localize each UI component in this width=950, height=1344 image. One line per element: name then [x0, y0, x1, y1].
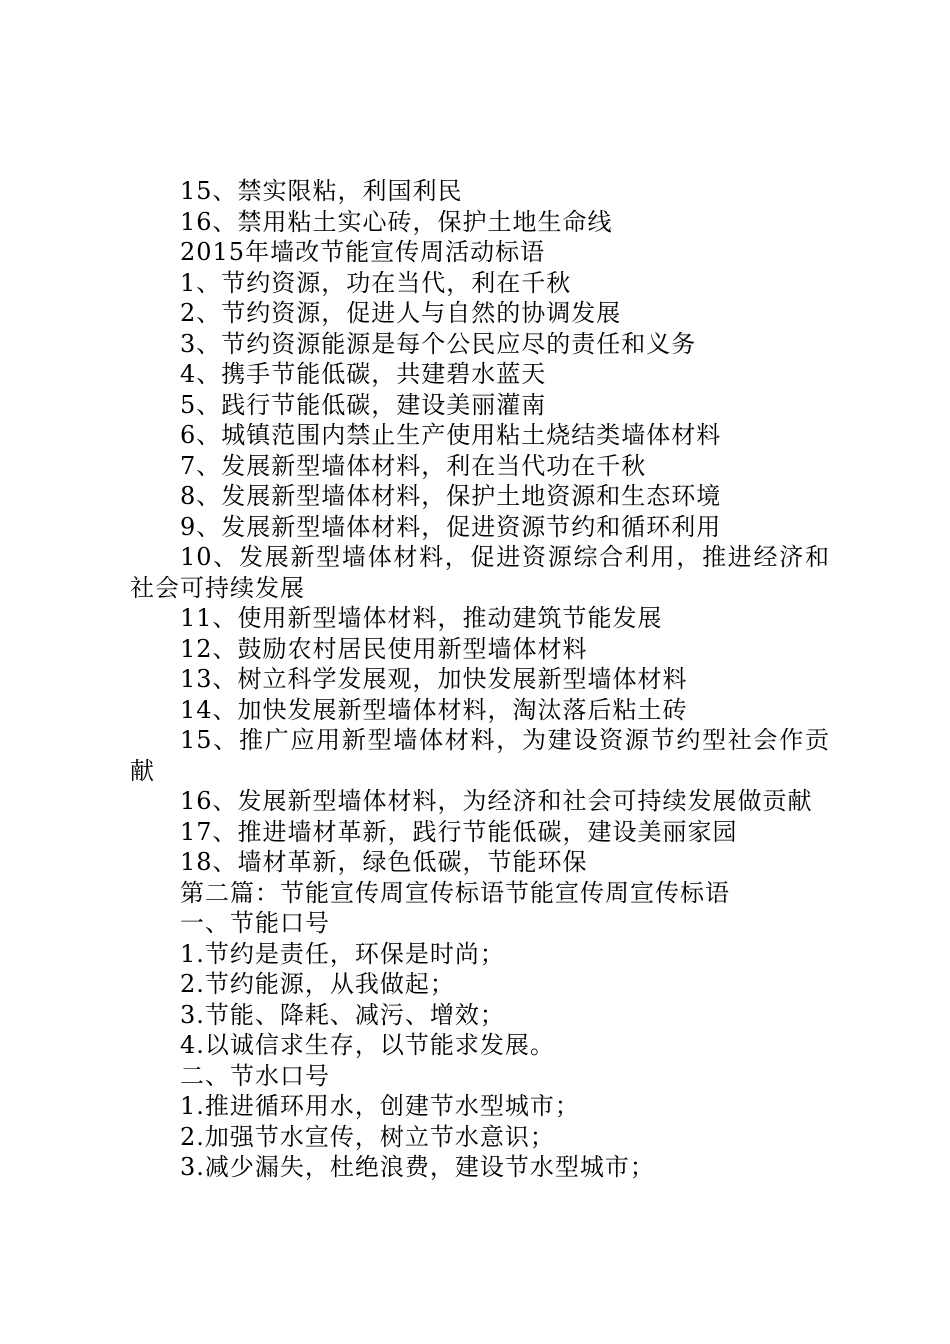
document-line: 2015年墙改节能宣传周活动标语 — [180, 238, 546, 266]
document-line: 16、发展新型墙体材料，为经济和社会可持续发展做贡献 — [180, 787, 813, 815]
document-line: 1.推进循环用水，创建节水型城市； — [180, 1092, 580, 1120]
document-line: 9、发展新型墙体材料，促进资源节约和循环利用 — [180, 512, 722, 541]
document-line: 2.加强节水宣传，树立节水意识； — [180, 1122, 555, 1151]
document-line: 15、禁实限粘，利国利民 — [180, 177, 463, 205]
document-line: 15、推广应用新型墙体材料，为建设资源节约型社会作贡献 — [130, 726, 830, 785]
document-line: 4.以诚信求生存，以节能求发展。 — [180, 1031, 555, 1059]
document-line: 18、墙材革新，绿色低碳，节能环保 — [180, 848, 588, 876]
document-line: 14、加快发展新型墙体材料，淘汰落后粘土砖 — [180, 695, 688, 724]
document-line: 7、发展新型墙体材料，利在当代功在千秋 — [180, 451, 647, 480]
document-line: 二、节水口号 — [180, 1061, 330, 1090]
document-line: 12、鼓励农村居民使用新型墙体材料 — [180, 634, 588, 663]
document-line: 3.节能、降耗、减污、增效； — [180, 1000, 505, 1029]
document-line: 3、节约资源能源是每个公民应尽的责任和义务 — [180, 329, 697, 358]
document-line: 2.节约能源，从我做起； — [180, 970, 455, 998]
document-line: 8、发展新型墙体材料，保护土地资源和生态环境 — [180, 482, 722, 510]
document-line: 第二篇：节能宣传周宣传标语节能宣传周宣传标语 — [180, 878, 730, 907]
document-line: 5、践行节能低碳，建设美丽灌南 — [180, 390, 547, 419]
document-line: 10、发展新型墙体材料，促进资源综合利用，推进经济和社会可持续发展 — [130, 543, 830, 602]
document-line: 3.减少漏失，杜绝浪费，建设节水型城市； — [180, 1153, 655, 1181]
document-line: 17、推进墙材革新，践行节能低碳，建设美丽家园 — [180, 817, 738, 846]
document-line: 13、树立科学发展观，加快发展新型墙体材料 — [180, 665, 688, 693]
document-line: 2、节约资源，促进人与自然的协调发展 — [180, 299, 622, 327]
document-line: 16、禁用粘土实心砖，保护土地生命线 — [180, 207, 613, 236]
document-line: 1、节约资源，功在当代，利在千秋 — [180, 268, 572, 297]
document-line: 6、城镇范围内禁止生产使用粘土烧结类墙体材料 — [180, 421, 722, 449]
document-line: 1.节约是责任，环保是时尚； — [180, 939, 505, 968]
document-body — [130, 176, 830, 1183]
document-line: 11、使用新型墙体材料，推动建筑节能发展 — [180, 604, 663, 632]
document-line: 一、节能口号 — [180, 909, 330, 937]
document-line: 4、携手节能低碳，共建碧水蓝天 — [180, 360, 547, 388]
